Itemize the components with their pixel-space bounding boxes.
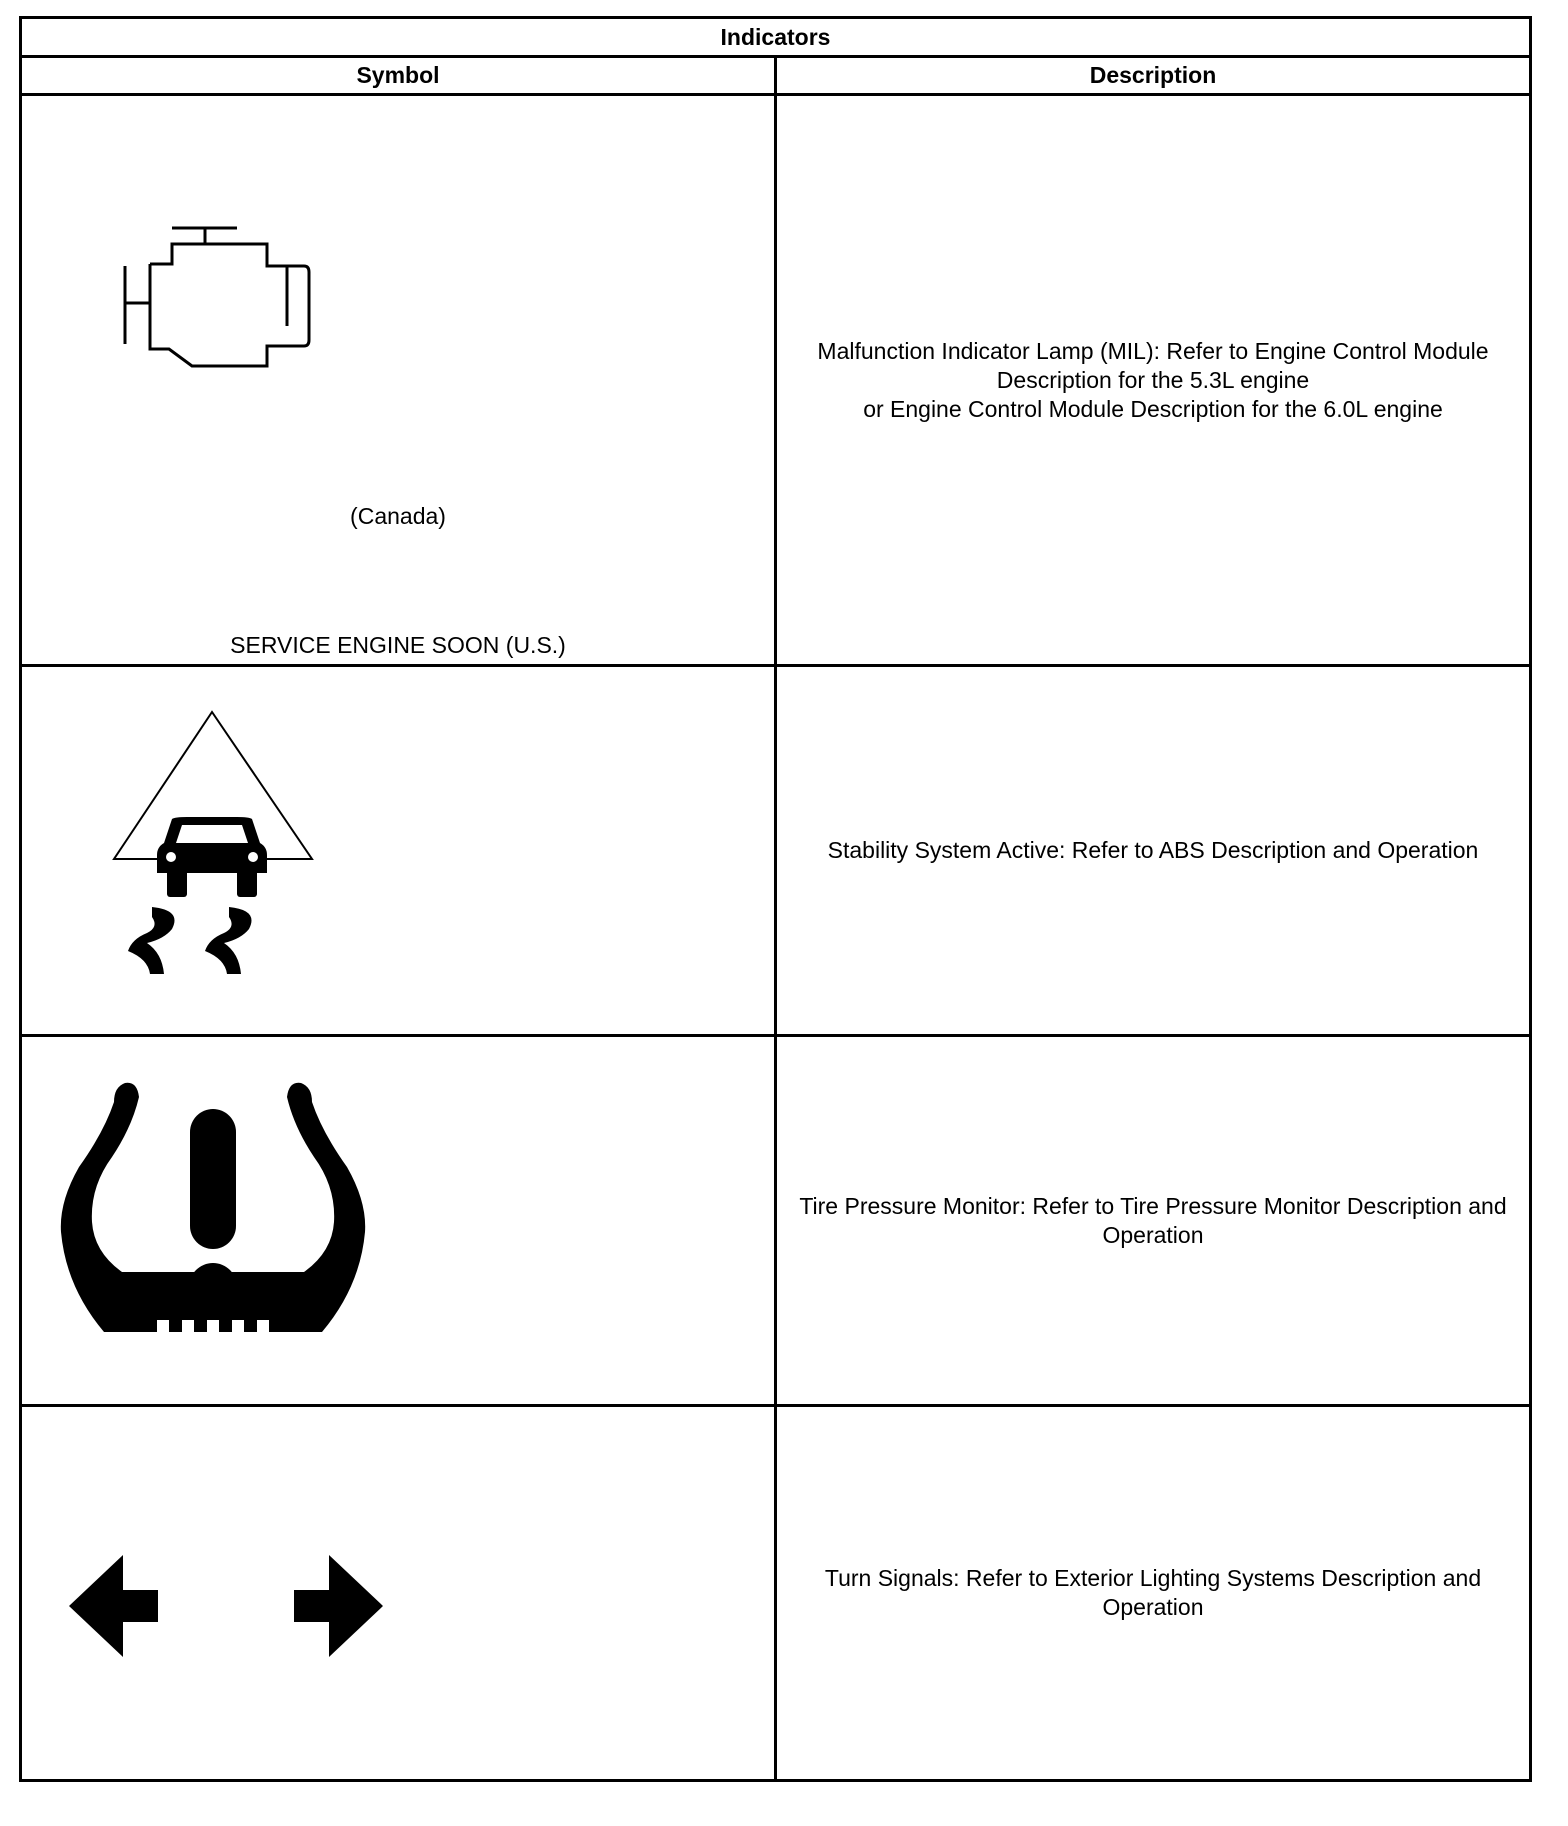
left-arrow-icon [69,1555,158,1657]
description-line: or Engine Control Module Description for the 6.0L engine [863,395,1443,422]
indicators-table [19,16,1532,1782]
table-row [21,95,1531,666]
description-line: Malfunction Indicator Lamp (MIL): Refer to Engine Control Module Description for the 5.3L engine [817,337,1489,393]
symbol-cell [21,1406,776,1781]
table-row [21,1036,1531,1406]
symbol-label-us: SERVICE ENGINE SOON (U.S.) [230,632,566,658]
turn-signals-icon [22,1407,422,1779]
table-row [21,666,1531,1036]
symbol-cell [21,666,776,1036]
symbol-label-canada: (Canada) [350,503,446,529]
stability-system-icon [22,667,422,1034]
table-title: Indicators [21,18,1531,57]
description-cell: Turn Signals: Refer to Exterior Lighting Systems Description and Operation [776,1406,1531,1781]
description-cell [776,95,1531,666]
engine-icon [22,96,422,664]
symbol-cell [21,95,776,666]
description-cell: Tire Pressure Monitor: Refer to Tire Pressure Monitor Description and Operation [776,1036,1531,1406]
tire-pressure-icon [22,1037,422,1404]
description-cell: Stability System Active: Refer to ABS Description and Operation [776,666,1531,1036]
symbol-cell [21,1036,776,1406]
table-row [21,1406,1531,1781]
column-header-description: Description [776,57,1531,95]
column-header-symbol: Symbol [21,57,776,95]
right-arrow-icon [294,1555,383,1657]
